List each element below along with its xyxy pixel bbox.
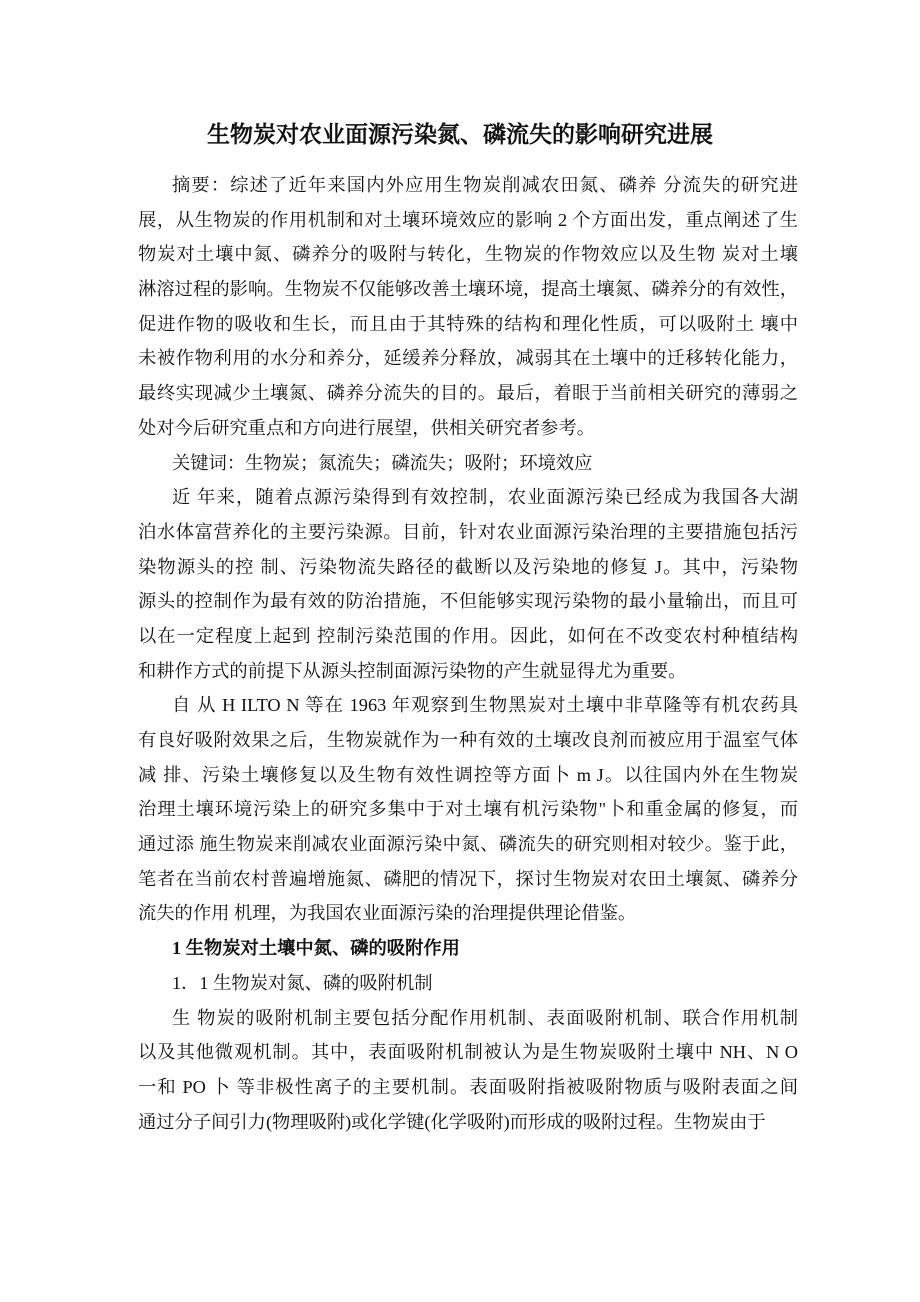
document-body — [138, 168, 798, 1139]
abstract-paragraph — [138, 168, 798, 446]
text-line: 1 生物炭对土壤中氮、磷的吸附作用 — [172, 938, 460, 959]
text-line: 物炭对土壤中氮、磷养分的吸附与转化，生物炭的作物效应以及生物 炭对土壤 — [138, 244, 798, 265]
text-line: 生 物炭的吸附机制主要包括分配作用机制、表面吸附机制、联合作用机制 — [172, 1007, 798, 1028]
text-line: 有良好吸附效果之后，生物炭就作为一种有效的土壤改良剂而被应用于温室气体 — [138, 730, 798, 750]
text-line: 最终实现减少土壤氮、磷养分流失的目的。最后，着眼于当前相关研究的薄弱之 — [138, 383, 798, 404]
body-paragraph — [138, 480, 798, 688]
section-heading — [138, 931, 798, 966]
text-line: 染物源头的控 制、污染物流失路径的截断以及污染地的修复 J。其中，污染物 — [138, 556, 798, 577]
text-line: 处对今后研究重点和方向进行展望，供相关研究者参考。 — [138, 417, 596, 438]
text-line: 1．1 生物炭对氮、磷的吸附机制 — [172, 972, 433, 993]
text-line: 笔者在当前农村普遍增施氮、磷肥的情况下，探讨生物炭对农田土壤氮、磷养分 — [138, 868, 798, 889]
text-line: 治理土壤环境污染上的研究多集中于对土壤有机污染物"卜和重金属的修复，而 — [138, 799, 798, 820]
text-line: 淋溶过程的影响。生物炭不仅能够改善土壤环境，提高土壤氮、磷养分的有效性， — [138, 279, 798, 300]
text-line: 泊水体富营养化的主要污染源。目前，针对农业面源污染治理的主要措施包括污 — [138, 521, 798, 542]
text-line: 摘要：综述了近年来国内外应用生物炭削减农田氮、磷养 分流失的研究进 — [172, 175, 798, 195]
keywords-paragraph — [138, 446, 798, 481]
text-line: 流失的作用 机理，为我国农业面源污染的治理提供理论借鉴。 — [138, 903, 637, 924]
text-line: 展，从生物炭的作用机制和对土壤环境效应的影响 2 个方面出发，重点阐述了生 — [138, 209, 798, 230]
text-line: 通过添 施生物炭来削减农业面源污染中氮、磷流失的研究则相对较少。鉴于此， — [138, 834, 798, 855]
text-line: 促进作物的吸收和生长，而且由于其特殊的结构和理化性质，可以吸附土 壤中 — [138, 313, 798, 334]
section-heading — [138, 966, 798, 1001]
text-line: 近 年来，随着点源污染得到有效控制，农业面源污染已经成为我国各大湖 — [172, 487, 798, 508]
text-line: 和耕作方式的前提下从源头控制面源污染物的产生就显得尤为重要。 — [138, 660, 687, 681]
text-line: 以及其他微观机制。其中，表面吸附机制被认为是生物炭吸附土壤中 NH、N O — [138, 1042, 798, 1063]
text-line: 一和 PO 卜 等非极性离子的主要机制。表面吸附指被吸附物质与吸附表面之间 — [138, 1076, 798, 1097]
text-line: 源头的控制作为最有效的防治措施，不但能够实现污染物的最小量输出，而且可 — [138, 591, 798, 612]
text-line: 减 排、污染土壤修复以及生物有效性调控等方面卜 m J。以往国内外在生物炭 — [138, 764, 798, 785]
text-line: 未被作物利用的水分和养分，延缓养分释放，减弱其在土壤中的迁移转化能力， — [138, 348, 798, 369]
text-line: 自 从 H ILTO N 等在 1963 年观察到生物黑炭对土壤中非草隆等有机农药具 — [172, 695, 798, 716]
document-title: 生物炭对农业面源污染氮、磷流失的影响研究进展 — [207, 122, 713, 147]
body-paragraph — [138, 1001, 798, 1140]
text-line: 通过分子间引力(物理吸附)或化学键(化学吸附)而形成的吸附过程。生物炭由于 — [138, 1111, 766, 1132]
body-paragraph — [138, 688, 798, 931]
text-line: 以在一定程度上起到 控制污染范围的作用。因此，如何在不改变农村种植结构 — [138, 625, 798, 646]
text-line: 关键词：生物炭；氮流失；磷流失；吸附；环境效应 — [172, 452, 593, 473]
